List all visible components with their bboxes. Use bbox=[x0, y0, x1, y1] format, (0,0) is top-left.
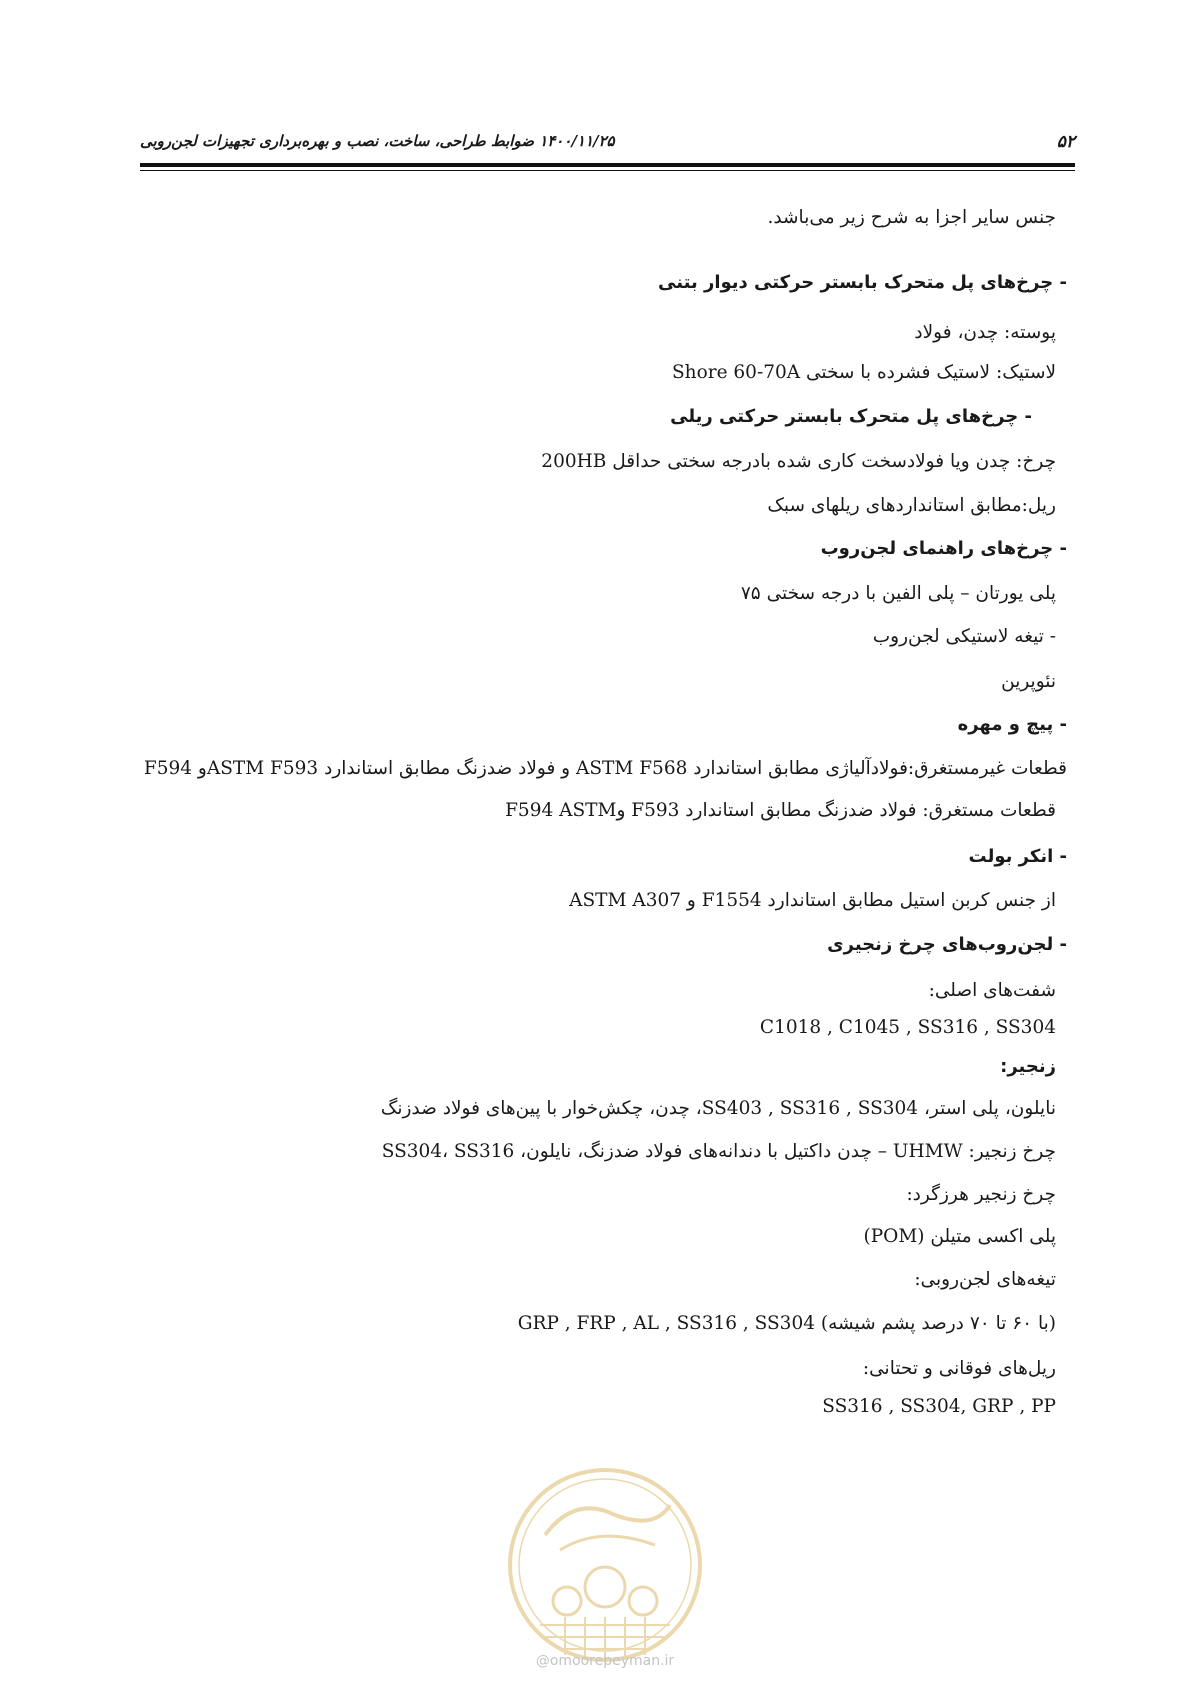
text-sprocket: چرخ زنجیر: UHMW – چدن داکتیل با دندانه‌های فولاد ضدزنگ، نایلون، SS304، SS316 bbox=[381, 1141, 1056, 1162]
text-rubber-blade: - تیغه لاستیکی لجن‌روب bbox=[872, 626, 1056, 647]
text-shaft-materials: C1018 , C1045 , SS316 , SS304 bbox=[759, 1017, 1056, 1038]
text-shell: پوسته: چدن، فولاد bbox=[914, 322, 1056, 343]
text-main-shafts: شفت‌های اصلی: bbox=[928, 980, 1056, 1001]
text-rubber: لاستیک: لاستیک فشرده با سختی Shore 60-70A bbox=[672, 362, 1056, 383]
text-rail: ریل:مطابق استانداردهای ریلهای سبک bbox=[767, 495, 1056, 516]
intro-text: جنس سایر اجزا به شرح زیر می‌باشد. bbox=[767, 207, 1056, 228]
text-carbon-steel: از جنس کربن استیل مطابق استاندارد F1554 و ASTM A307 bbox=[569, 890, 1056, 911]
text-blade-materials: GRP , FRP , AL , SS316 , SS304 (با ۶۰ تا ۷۰ درصد پشم شیشه) bbox=[517, 1313, 1056, 1334]
heading-concrete-wheels: - چرخ‌های پل متحرک بابستر حرکتی دیوار بتنی bbox=[658, 272, 1067, 293]
publisher-seal-logo bbox=[505, 1465, 705, 1665]
text-idler-sprocket: چرخ زنجیر هرزگرد: bbox=[906, 1184, 1056, 1205]
header-rule-thick bbox=[140, 163, 1075, 167]
text-submerged: قطعات مستغرق: فولاد ضدزنگ مطابق استاندارد F593 وF594 ASTM bbox=[505, 800, 1056, 821]
text-neoprene: نئوپرین bbox=[1001, 671, 1056, 692]
text-pom: پلی اکسی متیلن (POM) bbox=[863, 1226, 1056, 1247]
heading-chain: زنجیر: bbox=[1000, 1056, 1056, 1077]
page-number: ۵۲ bbox=[1056, 132, 1075, 152]
header-title: ۱۴۰۰/۱۱/۲۵ ضوابط طراحی، ساخت، نصب و بهره‌برداری تجهیزات لجن‌روبی bbox=[140, 132, 615, 150]
heading-chain-scrapers: - لجن‌روب‌های چرخ زنجیری bbox=[827, 934, 1067, 955]
text-scraper-blades: تیغه‌های لجن‌روبی: bbox=[914, 1269, 1056, 1290]
heading-guide-wheels: - چرخ‌های راهنمای لجن‌روب bbox=[820, 538, 1067, 559]
text-rail-materials: SS316 , SS304, GRP , PP bbox=[822, 1396, 1056, 1417]
text-wheel: چرخ: چدن ویا فولادسخت کاری شده بادرجه سختی حداقل 200HB bbox=[541, 451, 1056, 472]
heading-bolts-nuts: - پیچ و مهره bbox=[957, 714, 1067, 735]
page-header bbox=[140, 128, 1075, 156]
text-polyurethane: پلی یورتان – پلی الفین با درجه سختی ۷۵ bbox=[740, 583, 1056, 604]
text-chain-materials: نایلون، پلی استر، SS403 , SS316 , SS304، چدن، چکش‌خوار با پین‌های فولاد ضدزنگ bbox=[380, 1098, 1056, 1119]
text-upper-lower-rails: ریل‌های فوقانی و تحتانی: bbox=[862, 1358, 1056, 1379]
text-non-submerged: قطعات غیرمستغرق:فولادآلیاژی مطابق استاندارد ASTM F568 و فولاد ضدزنگ مطابق استاندارد ASTM F593و F594 bbox=[143, 758, 1067, 779]
heading-anchor-bolt: - انکر بولت bbox=[968, 846, 1067, 867]
header-rule-thin bbox=[140, 170, 1075, 171]
heading-rail-wheels: - چرخ‌های پل متحرک بابستر حرکتی ریلی bbox=[670, 406, 1032, 427]
watermark-text: @omoorepeyman.ir bbox=[535, 1653, 675, 1669]
